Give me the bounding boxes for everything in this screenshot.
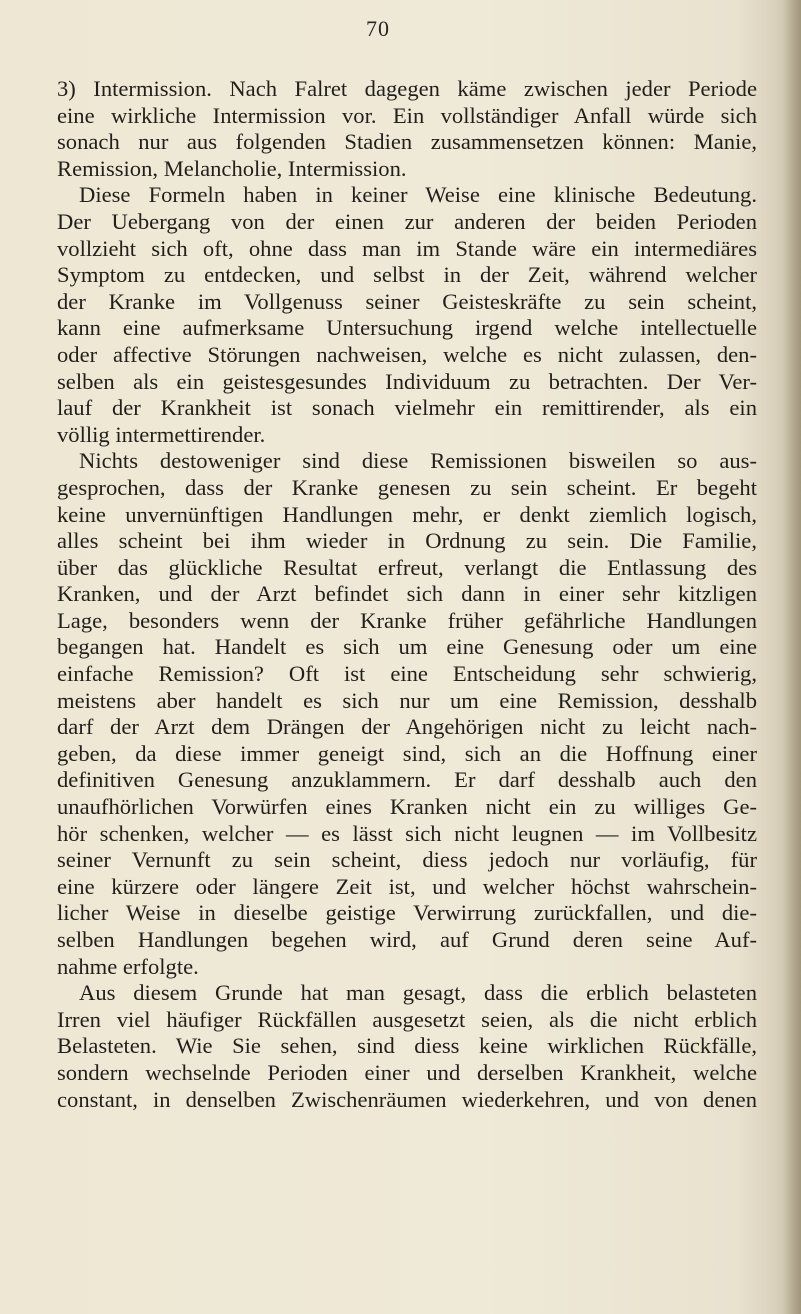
text-line: kann eine aufmerksame Untersuchung irgend welche intellectuelle [57, 315, 757, 341]
text-line: Diese Formeln haben in keiner Weise eine klinische Bedeutung. [79, 182, 757, 208]
text-line: völlig intermettirender. [57, 421, 266, 447]
text-line: hör schenken, welcher — es lässt sich nicht leugnen — im Vollbesitz [57, 820, 757, 846]
text-line: unaufhörlichen Vorwürfen eines Kranken nicht ein zu williges Ge- [57, 794, 757, 820]
text-line: darf der Arzt dem Drängen der Angehörigen nicht zu leicht nach- [57, 714, 757, 740]
text-line: eine kürzere oder längere Zeit ist, und welcher höchst wahrschein- [57, 873, 757, 899]
text-line: sonach nur aus folgenden Stadien zusammensetzen können: Manie, [57, 129, 757, 155]
page-edge-shadow [783, 0, 801, 1314]
text-line: Kranken, und der Arzt befindet sich dann in einer sehr kitzligen [57, 581, 757, 607]
text-line: nahme erfolgte. [57, 953, 199, 979]
text-line: keine unvernünftigen Handlungen mehr, er denkt ziemlich logisch, [57, 501, 757, 527]
text-line: gesprochen, dass der Kranke genesen zu sein scheint. Er begeht [57, 474, 757, 500]
text-line: alles scheint bei ihm wieder in Ordnung zu sein. Die Familie, [57, 528, 757, 554]
text-line: einfache Remission? Oft ist eine Entscheidung sehr schwierig, [57, 661, 757, 687]
text-line: definitiven Genesung anzuklammern. Er darf desshalb auch den [57, 767, 757, 793]
text-line: constant, in denselben Zwischenräumen wiederkehren, und von denen [57, 1086, 757, 1112]
text-line: Aus diesem Grunde hat man gesagt, dass die erblich belasteten [79, 980, 757, 1006]
text-line: seiner Vernunft zu sein scheint, diess jedoch nur vorläufig, für [57, 847, 757, 873]
text-line: sondern wechselnde Perioden einer und derselben Krankheit, welche [57, 1059, 757, 1085]
text-line: Der Uebergang von der einen zur anderen der beiden Perioden [57, 208, 757, 234]
text-line: der Kranke im Vollgenuss seiner Geisteskräfte zu sein scheint, [57, 288, 757, 314]
text-line: Remission, Melancholie, Intermission. [57, 155, 407, 181]
text-line: Irren viel häufiger Rückfällen ausgesetzt seien, als die nicht erblich [57, 1006, 757, 1032]
text-line: Belasteten. Wie Sie sehen, sind diess keine wirklichen Rückfälle, [57, 1033, 757, 1059]
text-line: über das glückliche Resultat erfreut, verlangt die Entlassung des [57, 554, 757, 580]
page-number: 70 [366, 16, 390, 41]
text-line: vollzieht sich oft, ohne dass man im Stande wäre ein intermediäres [57, 235, 757, 261]
text-line: 3) Intermission. Nach Falret dagegen käme zwischen jeder Periode [57, 76, 757, 101]
text-line: Symptom zu entdecken, und selbst in der Zeit, während welcher [57, 262, 757, 288]
text-line: licher Weise in dieselbe geistige Verwirrung zurückfallen, und die- [57, 900, 757, 926]
text-line: selben als ein geistesgesundes Individuum zu betrachten. Der Ver- [57, 368, 757, 394]
text-line: meistens aber handelt es sich nur um eine Remission, desshalb [57, 687, 757, 713]
text-line: oder affective Störungen nachweisen, welche es nicht zulassen, den- [57, 341, 757, 367]
text-line: Nichts destoweniger sind diese Remissionen bisweilen so aus- [79, 448, 757, 474]
text-line: begangen hat. Handelt es sich um eine Genesung oder um eine [57, 634, 757, 660]
text-line: geben, da diese immer geneigt sind, sich an die Hoffnung einer [57, 740, 757, 766]
text-line: lauf der Krankheit ist sonach vielmehr ein remittirender, als ein [57, 395, 757, 421]
body-text [57, 76, 757, 1113]
text-line: Lage, besonders wenn der Kranke früher gefährliche Handlungen [57, 607, 757, 633]
text-line: eine wirkliche Intermission vor. Ein vollständiger Anfall würde sich [57, 102, 757, 128]
text-line: selben Handlungen begehen wird, auf Grund deren seine Auf- [57, 927, 757, 952]
